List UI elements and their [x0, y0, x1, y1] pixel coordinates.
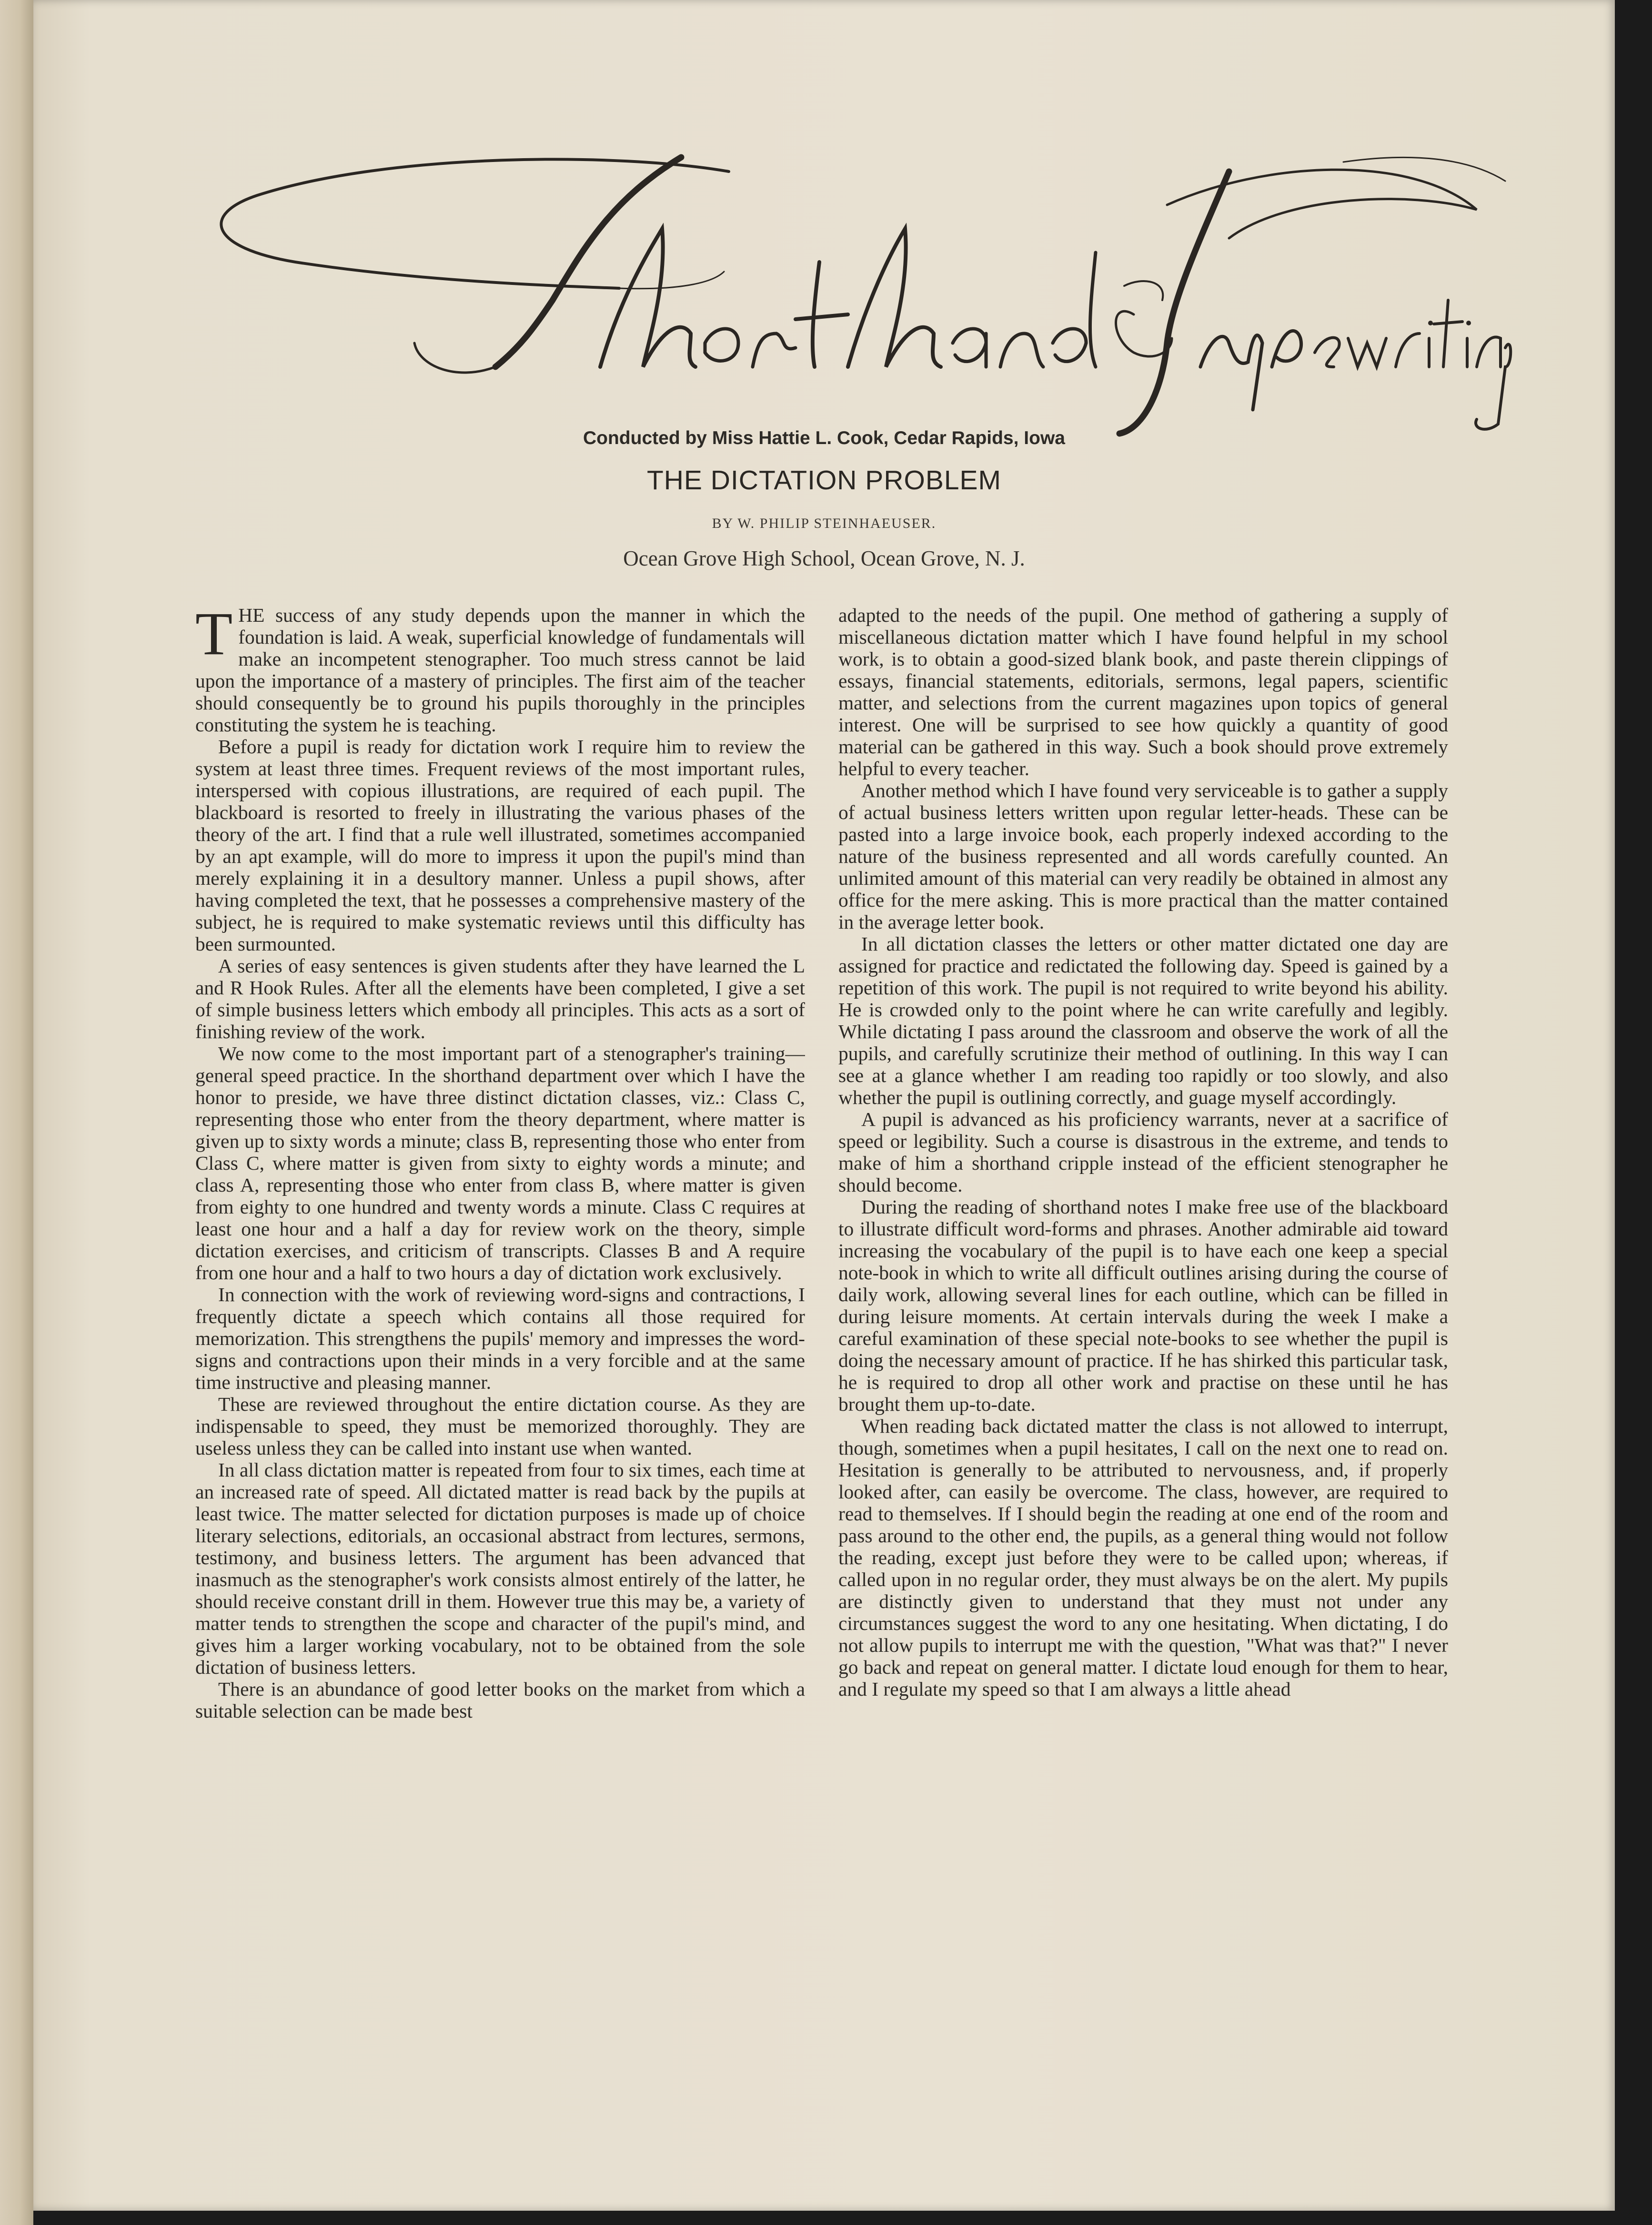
- paragraph: Before a pupil is ready for dictation work I require him to review the system at least three times. Frequent reviews of the most important rules, interspersed with copious illustrations, are required of each pupil. The blackboard is resorted to freely in illustrating the various phases of the theory of the art. I find that a rule well illustrated, sometimes accompanied by an apt example, will do more to impress it upon the pupil's mind than merely explaining it in a desultory manner. Unless a pupil shows, after having completed the text, that he possesses a comprehensive mastery of the subject, he is required to make systematic reviews until this difficulty has been surmounted.: [195, 736, 805, 955]
- paragraph: There is an abundance of good letter books on the market from which a suitable selection can be made best: [195, 1678, 805, 1722]
- article-title: THE DICTATION PROBLEM: [646, 465, 1002, 496]
- paragraph: Another method which I have found very serviceable is to gather a supply of actual business letters written upon regular letter-heads. These can be pasted into a large invoice book, each properly indexed according to the nature of the business represented and all words carefully counted. An unlimited amount of this material can very readily be obtained in almost any office for the mere asking. This is more practical than the matter contained in the average letter book.: [838, 779, 1448, 933]
- paragraph: A series of easy sentences is given students after they have learned the L and R Hook Rules. After all the elements have been completed, I give a set of simple business letters which embody all principles. This acts as a sort of finishing review of the work.: [195, 955, 805, 1042]
- author-byline: BY W. PHILIP STEINHAEUSER.: [712, 516, 937, 531]
- department-editor-credit: Conducted by Miss Hattie L. Cook, Cedar Rapids, Iowa: [583, 428, 1065, 448]
- drop-cap: T: [195, 604, 233, 668]
- section-masthead-logo: [191, 143, 1515, 438]
- paragraph: We now come to the most important part of a stenographer's training—general speed practice. In the shorthand department over which I have the honor to preside, we have three distinct dictation classes, viz.: Class C, representing those who enter from the theory department, where matter is given up to sixty words a minute; class B, representing those who enter from Class C, where matter is given from sixty to eighty words a minute; and class A, representing those who enter from class B, where matter is given from eighty to one hundred and twenty words a minute. Class C requires at least one hour and a half a day for review work on the theory, simple dictation exercises, and criticism of transcripts. Classes B and A require from one hour and a half to two hours a day of dictation work exclusively.: [195, 1042, 805, 1284]
- paragraph: adapted to the needs of the pupil. One method of gathering a supply of miscellaneous dictation matter which I have found helpful in my school work, is to obtain a good-sized blank book, and paste therein clippings of essays, financial statements, editorials, sermons, legal papers, scientific matter, and selections from the current magazines upon topics of general interest. One will be surprised to see how quickly a quantity of good material can be gathered in this way. Such a book should prove extremely helpful to every teacher.: [838, 604, 1448, 779]
- paragraph: In connection with the work of reviewing word-signs and contractions, I frequently dictate a speech which contains all those required for memorization. This strengthens the pupils' memory and impresses the word-signs and contractions upon their minds in a very forcible and at the same time instructive and pleasing manner.: [195, 1284, 805, 1393]
- paragraph: A pupil is advanced as his proficiency warrants, never at a sacrifice of speed or legibility. Such a course is disastrous in the extreme, and tends to make of him a shorthand cripple instead of the efficient stenographer he should become.: [838, 1108, 1448, 1196]
- previous-page-edge: [0, 0, 33, 2225]
- paragraph: In all dictation classes the letters or other matter dictated one day are assigned for practice and redictated the following day. Speed is gained by a repetition of this work. The pupil is not required to write beyond his ability. He is crowded only to the point where he can write carefully and legibly. While dictating I pass around the classroom and observe the work of all the pupils, and carefully scrutinize their method of outlining. In this way I can see at a glance whether I am reading too rapidly or too slowly, and also whether the pupil is outlining correctly, and guage myself accordingly.: [838, 933, 1448, 1108]
- paragraph: During the reading of shorthand notes I make free use of the blackboard to illustrate difficult word-forms and phrases. Another admirable aid toward increasing the vocabulary of the pupil is to have each one keep a special note-book in which to write all difficult outlines arising during the course of daily work, allowing several lines for each outline, which can be filled in during leisure moments. At certain intervals during the week I make a careful examination of these special note-books to see whether the pupil is doing the necessary amount of practice. If he has shirked this particular task, he is required to drop all other work and practise on these until he has brought them up-to-date.: [838, 1196, 1448, 1415]
- paragraph: HE success of any study depends upon the manner in which the foundation is laid. A weak, superficial knowledge of fundamentals will make an incompetent stenographer. Too much stress cannot be laid upon the importance of a mastery of principles. The first aim of the teacher should consequently be to ground his pupils thoroughly in the principles constituting the system he is teaching.: [195, 604, 805, 736]
- paragraph: In all class dictation matter is repeated from four to six times, each time at an increased rate of speed. All dictated matter is read back by the pupils at least twice. The matter selected for dictation purposes is made up of choice literary selections, editorials, an occasional abstract from lectures, sermons, testimony, and business letters. The argument has been advanced that inasmuch as the stenographer's work consists almost entirely of the latter, he should receive constant drill in them. However true this may be, a variety of matter tends to strengthen the scope and character of the pupil's mind, and gives him a larger working vocabulary, not to be obtained from the sole dictation of business letters.: [195, 1459, 805, 1678]
- paragraph: These are reviewed throughout the entire dictation course. As they are indispensable to speed, they must be memorized thoroughly. They are useless unless they can be called into instant use when wanted.: [195, 1393, 805, 1459]
- author-affiliation: Ocean Grove High School, Ocean Grove, N. J.: [623, 546, 1025, 570]
- calligraphic-title-logo: [191, 143, 1515, 438]
- paragraph: When reading back dictated matter the class is not allowed to interrupt, though, sometimes when a pupil hesitates, I call on the next one to read on. Hesitation is generally to be attributed to nervousness, and, if properly looked after, can easily be overcome. The class, however, are required to read to themselves. If I should begin the reading at one end of the room and pass around to the other end, the pupils, as a general thing would not follow the reading, except just before they were to be called upon; whereas, if called upon in no regular order, they must always be on the alert. My pupils are distinctly given to understand that they must not under any circumstances suggest the word to any one hesitating. When dictating, I do not allow pupils to interrupt me with the question, "What was that?" I never go back and repeat on general matter. I dictate loud enough for them to hear, and I regulate my speed so that I am always a little ahead: [838, 1415, 1448, 1700]
- article-column-left: [195, 604, 805, 2053]
- article-column-right: [838, 604, 1448, 2053]
- magazine-page: [33, 0, 1615, 2211]
